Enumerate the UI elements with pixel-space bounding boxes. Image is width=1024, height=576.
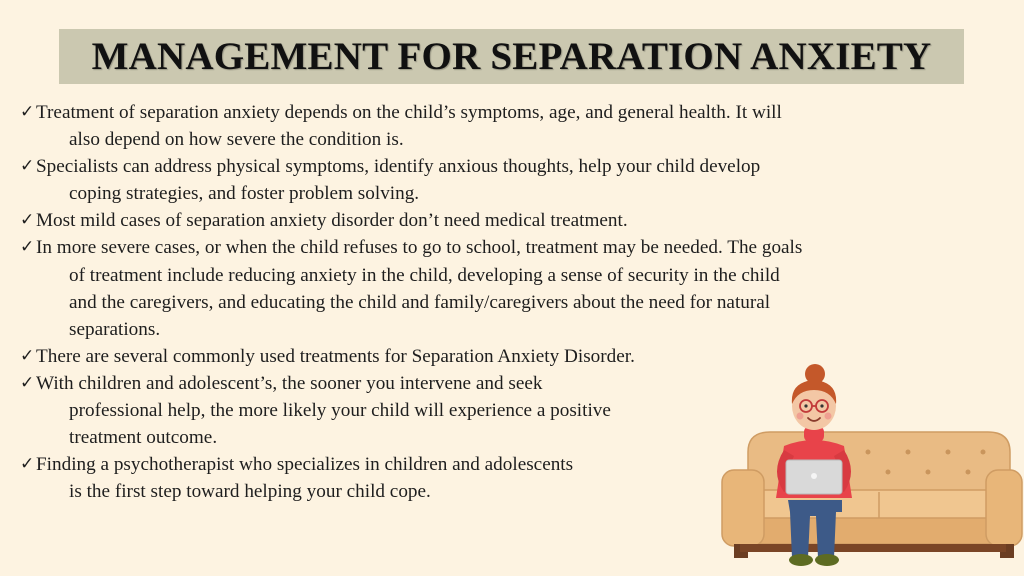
bullet-line: Specialists can address physical symptoms, identify anxious thoughts, help your child develop — [36, 156, 761, 178]
bullet-line: With children and adolescent’s, the sooner you intervene and seek — [36, 372, 543, 394]
title-banner — [59, 29, 964, 84]
bullet-text — [36, 207, 955, 234]
bullet-text — [36, 99, 955, 153]
bullet-line: Most mild cases of separation anxiety disorder don’t need medical treatment. — [36, 210, 628, 232]
checkmark-icon: ✓ — [20, 372, 35, 393]
sofa-left-arm — [722, 470, 764, 546]
sofa-base — [742, 518, 1018, 544]
bullet-line: separations. — [69, 318, 161, 340]
bullet-item — [20, 153, 955, 207]
sofa-right-arm — [986, 470, 1022, 546]
bullet-text — [36, 153, 955, 207]
checkmark-icon: ✓ — [20, 454, 35, 475]
person-on-sofa-illustration — [718, 360, 1024, 576]
bullet-line: treatment outcome. — [69, 427, 218, 449]
checkmark-icon: ✓ — [20, 156, 35, 177]
checkmark-icon: ✓ — [20, 345, 35, 366]
bullet-line: Treatment of separation anxiety depends on the child’s symptoms, age, and general health. It will — [36, 102, 782, 123]
bullet-item — [20, 234, 955, 342]
checkmark-icon: ✓ — [20, 237, 35, 258]
bullet-line: also depend on how severe the condition is. — [69, 129, 404, 151]
bullet-line: In more severe cases, or when the child refuses to go to school, treatment may be needed. The goals — [36, 237, 803, 259]
bullet-text — [36, 234, 955, 342]
bullet-item — [20, 99, 955, 153]
slide-title: MANAGEMENT FOR SEPARATION ANXIETY — [91, 35, 932, 78]
bullet-item — [20, 207, 955, 234]
bullet-line: professional help, the more likely your child will experience a positive — [69, 400, 611, 422]
bullet-line: and the caregivers, and educating the child and family/caregivers about the need for natural — [69, 291, 771, 313]
bullet-line: Finding a psychotherapist who specializes in children and adolescents — [36, 454, 574, 476]
bullet-line: is the first step toward helping your child cope. — [69, 481, 431, 503]
checkmark-icon: ✓ — [20, 210, 35, 231]
bullet-line: There are several commonly used treatments for Separation Anxiety Disorder. — [36, 345, 635, 367]
bullet-line: of treatment include reducing anxiety in the child, developing a sense of security in the child — [69, 264, 780, 286]
bullet-line: coping strategies, and foster problem solving. — [69, 183, 420, 205]
checkmark-icon: ✓ — [20, 102, 35, 122]
